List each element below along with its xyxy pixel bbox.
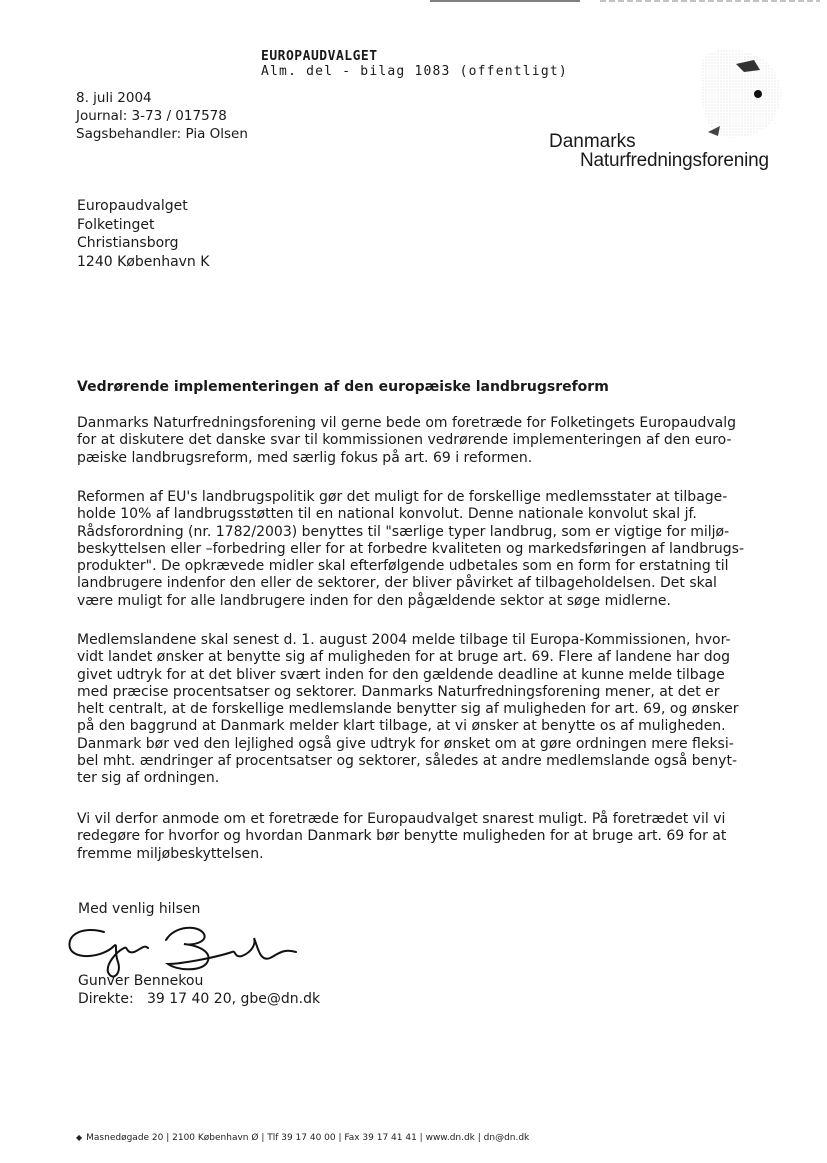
- text-line: bel mht. ændringer af procentsatser og sektorer, således at andre medlemslande også benyt-: [77, 753, 737, 770]
- footer-contact: Masnedøgade 20 | 2100 København Ø | Tlf 39 17 40 00 | Fax 39 17 41 41 | www.dn.dk | dn@dn.dk: [86, 1133, 530, 1143]
- text-line: givet udtryk for at det bliver svært inden for den gældende deadline at kunne melde tilbage: [77, 666, 725, 683]
- direct-label: Direkte:: [78, 991, 134, 1007]
- paragraph-2: [77, 489, 777, 610]
- handwritten-signature: [64, 922, 314, 980]
- paragraph-3: [77, 632, 777, 788]
- text-line: Reformen af EU's landbrugspolitik gør det muligt for de forskellige medlemsstater at tilbage-: [77, 489, 728, 505]
- signer-direct-contact: [78, 991, 320, 1007]
- text-line: for at diskutere det danske svar til kommissionen vedrørende implementeringen af den euro-: [77, 432, 732, 449]
- letter-meta: [76, 89, 248, 143]
- address-line: Christiansborg: [77, 235, 179, 251]
- text-line: vidt landet ønsker at benytte sig af muligheden for at bruge art. 69. Flere af landene har dog: [77, 649, 731, 666]
- paragraph-1: [77, 415, 777, 467]
- letter-footer: [76, 1133, 529, 1143]
- text-line: på den baggrund at Danmark melder klart tilbage, at vi ønsker at benytte os af muligheden.: [77, 718, 726, 735]
- paragraph-4: [77, 811, 777, 863]
- journal-number: Journal: 3-73 / 017578: [76, 108, 227, 124]
- text-line: ter sig af ordningen.: [77, 770, 220, 787]
- committee-stamp: EUROPAUDVALGET: [261, 49, 378, 64]
- bird-logo-icon: [696, 44, 788, 140]
- text-line: Medlemslandene skal senest d. 1. august 2004 melde tilbage til Europa-Kommissionen, hvor-: [77, 632, 731, 648]
- logo-name-line1: Danmarks: [549, 131, 636, 152]
- text-line: fremme miljøbeskyttelsen.: [77, 845, 264, 862]
- logo-name-line2: Naturfredningsforening: [580, 150, 769, 171]
- text-line: landbrugere indenfor den eller de sektorer, der bliver påvirket af tilbageholdelsen. Det skal: [77, 575, 717, 592]
- text-line: Vi vil derfor anmode om et foretræde for Europaudvalget snarest muligt. På foretrædet vil vi: [77, 811, 726, 827]
- text-line: være muligt for alle landbrugere inden for den pågældende sektor at søge midlerne.: [77, 592, 671, 609]
- letter-subject: Vedrørende implementeringen af den europæiske landbrugsreform: [77, 379, 609, 395]
- signer-name: Gunver Bennekou: [78, 973, 204, 989]
- closing-greeting: Med venlig hilsen: [78, 901, 201, 917]
- bird-icon: ◆: [76, 1133, 83, 1142]
- text-line: redegøre for hvorfor og hvordan Danmark bør benytte muligheden for at bruge art. 69 for at: [77, 828, 727, 845]
- caseworker: Sagsbehandler: Pia Olsen: [76, 126, 248, 142]
- text-line: med præcise procentsatser og sektorer. Danmarks Naturfredningsforening mener, at det er: [77, 683, 720, 700]
- text-line: pæiske landbrugsreform, med særlig fokus på art. 69 i reformen.: [77, 449, 533, 466]
- scan-edge-line: [430, 0, 820, 3]
- address-line: Folketinget: [77, 216, 155, 233]
- address-line: 1240 København K: [77, 253, 210, 270]
- text-line: Rådsforordning (nr. 1782/2003) benyttes til "særlige typer landbrug, som er vigtige for miljø-: [77, 523, 730, 540]
- text-line: Danmarks Naturfredningsforening vil gerne bede om foretræde for Folketingets Europaudvalg: [77, 415, 737, 431]
- text-line: holde 10% af landbrugsstøtten til en national konvolut. Denne nationale konvolut skal jf.: [77, 506, 697, 523]
- recipient-address: [77, 197, 209, 271]
- address-line: Europaudvalget: [77, 198, 188, 214]
- document-reference: Alm. del - bilag 1083 (offentligt): [261, 64, 568, 79]
- text-line: Danmark bør ved den lejlighed også give udtryk for ønsket om at gøre ordningen mere fleksi-: [77, 735, 734, 752]
- text-line: beskyttelsen eller –forbedring eller for at forbedre kvaliteten og markedsføringen af landbrugs-: [77, 540, 745, 557]
- text-line: helt centralt, at de forskellige medlemslande benytter sig af muligheden for art. 69, og ønsker: [77, 701, 739, 718]
- text-line: produkter". De opkrævede midler skal efterfølgende udbetales som en form for erstatning til: [77, 558, 729, 575]
- direct-value: 39 17 40 20, gbe@dn.dk: [147, 991, 321, 1007]
- letter-date: 8. juli 2004: [76, 90, 152, 106]
